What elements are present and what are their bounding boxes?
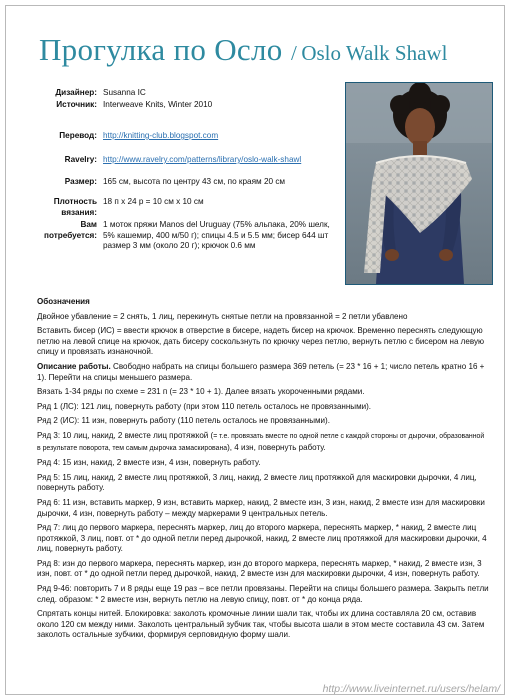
info-row-designer: [26, 88, 331, 99]
instruction-paragraph: [37, 362, 489, 383]
instruction-paragraph: Ряд 8: изн до первого маркера, переснять маркер, изн до второго маркера, переснять маркер, * накид, 2 вместе изн, 3 изн, повт. от * до одной петли перед дырочкой, накид, 2 вместе изн для маскировки дырочки, 4 изн, повернуть работу.: [37, 558, 482, 579]
instruction-paragraph: Вязать 1-34 ряды по схеме = 231 п (= 23 * 10 + 1). Далее вязать укороченными рядами.: [37, 387, 365, 397]
info-value: 18 п х 24 р = 10 см х 10 см: [103, 197, 204, 206]
document-frame: [5, 5, 505, 695]
title-separator: /: [291, 41, 297, 65]
woman-wearing-lace-shawl-photo: [345, 82, 493, 285]
instruction-paragraph: Ряд 7: лиц до первого маркера, переснять маркер, лиц до второго маркера, переснять маркер, * накид, 2 вместе лиц протяжкой, 3 лиц, повт. от * до одной петли перед дырочкой, накид, 2 вместе лиц протяжкой для маскировки дырочки, 4 лиц, повернуть работу.: [37, 523, 487, 554]
instruction-paragraph: Ряд 1 (ЛС): 121 лиц, повернуть работу (при этом 110 петель осталось не провязанными).: [37, 401, 372, 411]
info-label: Источник:: [56, 100, 97, 109]
shawl-photo-illustration: [346, 83, 492, 284]
info-label: Плотность вязания:: [53, 197, 97, 217]
instruction-paragraph: Ряд 5: 15 лиц, накид, 2 вместе лиц протяжкой, 3 лиц, накид, 2 вместе лиц протяжкой для маскировки дырочки, 4 лиц, повернуть работу.: [37, 472, 477, 493]
instruction-paragraph: Ряд 4: 15 изн, накид, 2 вместе изн, 4 изн, повернуть работу.: [37, 458, 261, 468]
info-label: Вам потребуется:: [44, 220, 97, 240]
ravelry-link[interactable]: http://www.ravelry.com/patterns/library/oslo-walk-shawl: [103, 155, 302, 164]
instruction-paragraph: Ряд 3: 10 лиц, накид, 2 вместе лиц протяжкой (= т.е. провязать вместе по одной петле с каждой стороны от дырочки, образованной в результате поворота, тем самым дырочка замаскирована), 4 изн, повернуть работу.: [37, 430, 485, 452]
info-row-ravelry: [26, 155, 331, 166]
info-row-translation: [26, 131, 331, 142]
instruction-paragraph: Ряд 9-46: повторить 7 и 8 ряды еще 19 раз – все петли провязаны. Перейти на спицы большего размера. Закрыть петли след. образом: * 2 вместе изн, вернуть петлю на левую спицу, повт. от * до конца ряда.: [37, 584, 489, 604]
info-label: Перевод:: [59, 131, 97, 140]
page-title: [39, 32, 447, 68]
translation-link[interactable]: http://knitting-club.blogspot.com: [103, 131, 219, 140]
instruction-paragraph: Ряд 2 (ИС): 11 изн, повернуть работу (110 петель осталось не провязанными).: [37, 416, 330, 426]
info-value: Interweave Knits, Winter 2010: [103, 100, 213, 109]
instruction-paragraph: Спрятать концы нитей. Блокировка: заколоть кромочные линии шали так, чтобы их длина составляла 20 см, оставив около 120 см между ними. Заколоть центральный зубчик так, чтобы высота шали в этом месте составила 43 см. Затем заколоть остальные зубчики, формируя серповидную форму шали.: [37, 609, 485, 640]
info-row-materials: [26, 220, 331, 252]
legend-heading: Обозначения: [37, 297, 90, 306]
pattern-instructions: [37, 297, 489, 645]
instruction-paragraph: Вставить бисер (ИС) = ввести крючок в отверстие в бисере, надеть бисер на крючок. Временно переснять следующую петлю на левой спице на крючок, дать бисеру соскользнуть по крючку через петлю, вернуть петлю с бисером на левую спицу и провязать изнаночной.: [37, 326, 485, 357]
title-english: Oslo Walk Shawl: [301, 41, 448, 65]
info-value: 1 моток пряжи Manos del Uruguay (75% альпака, 20% шелк, 5% кашемир, 400 м/50 г); спицы 4.5 и 5.5 мм; бисер 644 шт размер 3 мм (около 20 г); крючок 0.6 мм: [103, 220, 330, 250]
info-row-source: [26, 100, 331, 111]
title-russian: Прогулка по Осло: [39, 32, 283, 67]
instruction-paragraph: Двойное убавление = 2 снять, 1 лиц, перекинуть снятые петли на провязанной = 2 петли убавлено: [37, 311, 408, 321]
instruction-paragraph: Ряд 6: 11 изн, вставить маркер, 9 изн, вставить маркер, накид, 2 вместе изн, 3 изн, накид, 2 вместе изн для маскировки дырочки, 4 изн, повернуть работу – между маркерами 9 центральных петель.: [37, 497, 485, 518]
info-row-size: [26, 177, 331, 188]
info-value: 165 см, высота по центру 43 см, по краям 20 см: [103, 177, 286, 186]
info-label: Размер:: [64, 177, 97, 186]
info-label: Ravelry:: [64, 155, 97, 164]
info-value: Susanna IC: [103, 88, 146, 97]
inline-note: = т.е. провязать вместе по одной петле с каждой стороны от дырочки, образованной в результате поворота, тем самым дырочка замаскирована: [37, 432, 485, 452]
info-label: Дизайнер:: [55, 88, 97, 97]
info-row-gauge: [26, 197, 331, 218]
work-description-label: Описание работы.: [37, 361, 111, 371]
work-description-text: Свободно набрать на спицы большего размера 369 петель (= 23 * 16 + 1; число петель кратно 16 + 1). Перейти на спицы меньшего размера.: [37, 361, 485, 382]
watermark: http://www.liveinternet.ru/users/helam/: [322, 683, 500, 695]
